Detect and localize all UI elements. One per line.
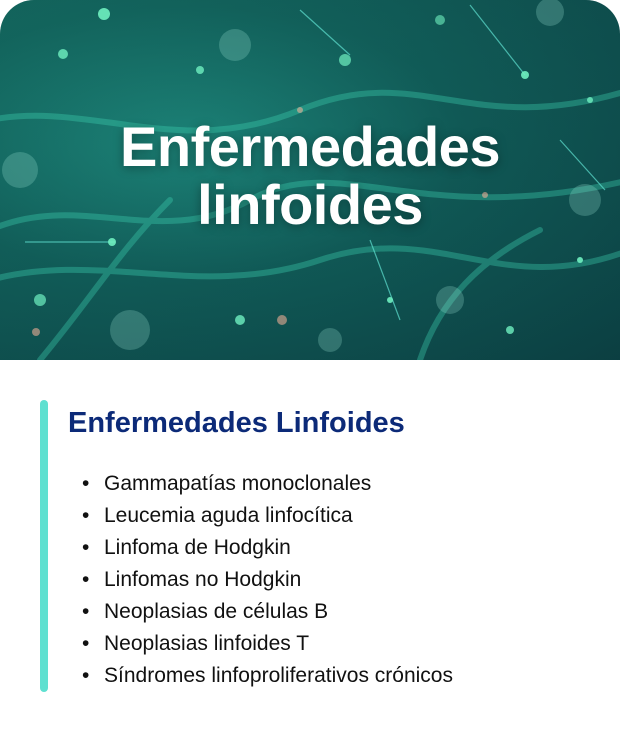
list-item: • Síndromes linfoproliferativos crónicos (104, 660, 453, 692)
banner-title (0, 115, 620, 236)
list-item: • Linfoma de Hodgkin (104, 532, 453, 564)
list-item: • Neoplasias de células B (104, 596, 453, 628)
list-item: • Neoplasias linfoides T (104, 628, 453, 660)
list-item: • Linfomas no Hodgkin (104, 564, 453, 596)
banner-title-line2: linfoides (197, 173, 423, 236)
section-title: Enfermedades Linfoides (68, 407, 405, 439)
content-section (0, 360, 620, 732)
disease-list (104, 468, 453, 692)
hero-banner (0, 0, 620, 360)
list-item: • Gammapatías monoclonales (104, 468, 453, 500)
list-item: • Leucemia aguda linfocítica (104, 500, 453, 532)
accent-bar (40, 400, 48, 692)
banner-title-line1: Enfermedades (120, 115, 500, 178)
